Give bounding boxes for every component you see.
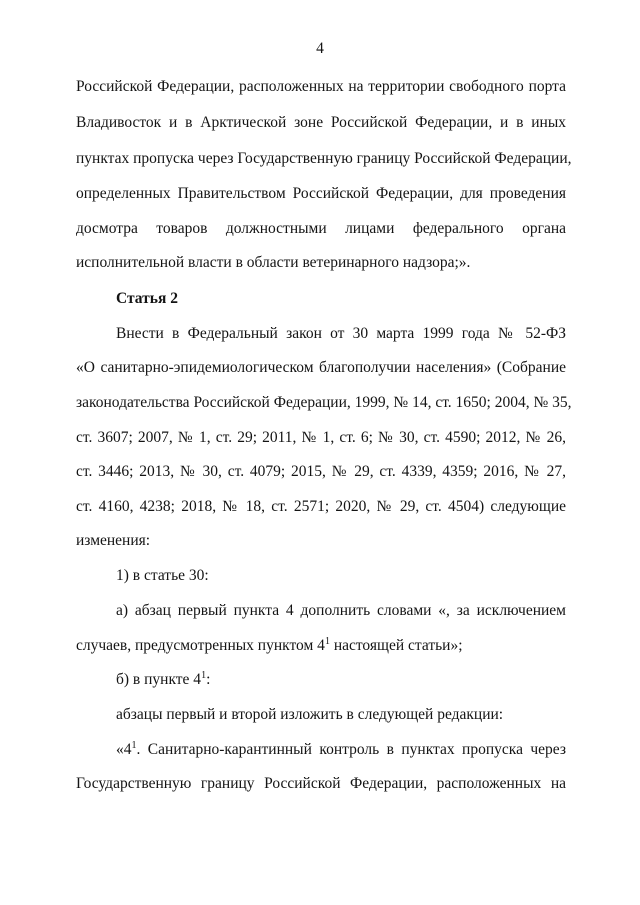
text-line: ст. 3446; 2013, № 30, ст. 4079; 2015, № 29, ст. 4339, 4359; 2016, № 27,: [76, 463, 566, 480]
text-line: изменения:: [76, 532, 151, 549]
text-fragment: :: [206, 671, 211, 688]
text-fragment: «4: [116, 741, 132, 758]
superscript: 1: [324, 636, 330, 647]
text-line: абзацы первый и второй изложить в следующей редакции:: [116, 706, 504, 723]
list-item: 1) в статье 30:: [116, 567, 209, 584]
text-fragment: случаев, предусмотренных пунктом 4: [76, 637, 325, 654]
text-line: [116, 740, 566, 760]
text-fragment: настоящей статьи»;: [329, 637, 463, 654]
text-line: ст. 4160, 4238; 2018, № 18, ст. 2571; 2020, № 29, ст. 4504) следующие: [76, 498, 566, 515]
text-line: «О санитарно-эпидемиологическом благополучии населения» (Собрание: [76, 359, 566, 376]
text-line: законодательства Российской Федерации, 1999, № 14, ст. 1650; 2004, № 35,: [76, 394, 572, 411]
text-fragment: . Санитарно-карантинный контроль в пунктах пропуска через: [136, 741, 566, 758]
text-line: Государственную границу Российской Федерации, расположенных на: [76, 775, 566, 792]
text-line: [76, 636, 566, 656]
page-number: 4: [316, 40, 324, 57]
superscript: 1: [131, 740, 137, 751]
text-line: ст. 3607; 2007, № 1, ст. 29; 2011, № 1, ст. 6; № 30, ст. 4590; 2012, № 26,: [76, 429, 566, 446]
superscript: 1: [201, 670, 207, 681]
text-line: пунктах пропуска через Государственную границу Российской Федерации,: [76, 150, 572, 167]
text-fragment: б) в пункте 4: [116, 671, 202, 688]
text-line: Российской Федерации, расположенных на территории свободного порта: [76, 78, 566, 95]
text-line: досмотра товаров должностными лицами федерального органа: [76, 220, 566, 237]
list-item: [116, 670, 566, 690]
article-heading: Статья 2: [116, 290, 178, 307]
text-line: Внести в Федеральный закон от 30 марта 1999 года № 52-ФЗ: [116, 325, 566, 342]
text-line: определенных Правительством Российской Федерации, для проведения: [76, 185, 566, 202]
text-line: а) абзац первый пункта 4 дополнить словами «, за исключением: [116, 602, 566, 619]
text-line: Владивосток и в Арктической зоне Российской Федерации, и в иных: [76, 114, 566, 131]
text-line: исполнительной власти в области ветеринарного надзора;».: [76, 254, 471, 271]
